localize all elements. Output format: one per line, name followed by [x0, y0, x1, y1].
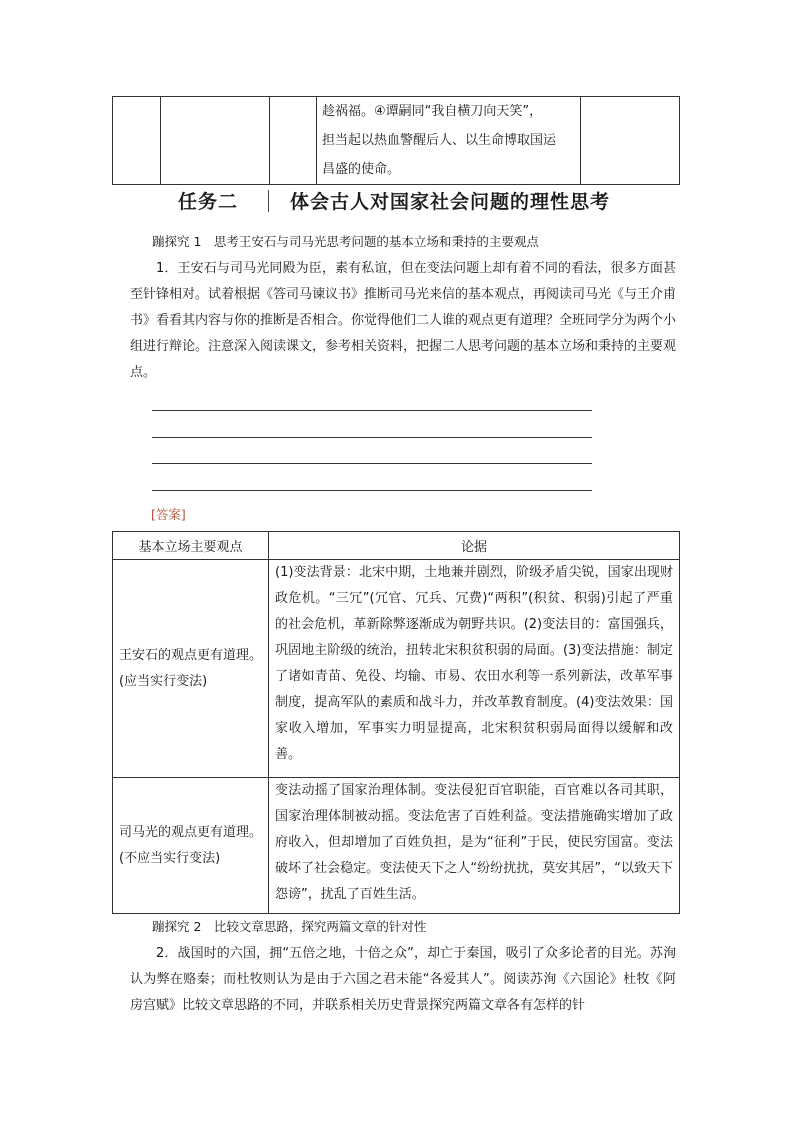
table-header-row	[113, 532, 680, 560]
answer-label: [答案]	[151, 507, 186, 522]
header-evidence: 论据	[269, 532, 680, 560]
continued-cell-text: 趁祸福。④谭嗣同“我自横刀向天笑”， 担当起以热血警醒后人、以生命博取国运 昌盛的使命。	[322, 104, 557, 177]
header-stance: 基本立场主要观点	[113, 532, 269, 560]
task-title: 任务二	[178, 191, 239, 213]
table-row	[113, 778, 680, 914]
task-subtitle: 体会古人对国家社会问题的理性思考	[290, 191, 611, 213]
table-cell-empty	[270, 97, 317, 185]
answer-line	[152, 437, 592, 438]
answer-line	[152, 490, 592, 491]
table-row	[113, 560, 680, 778]
evidence-sima: 变法动摇了国家治理体制。变法侵犯百官职能，百官难以各司其职，国家治理体制被动摇。变法危害了百姓利益。变法措施确实增加了政府收入，但却增加了百姓负担，是为“征利”于民，使民穷国富。变法破坏了社会稳定。变法使天下之人“纷纷扰扰，莫安其居”，“以致天下怨谤”，扰乱了百姓生活。	[269, 778, 680, 914]
explore-2-heading: 蹦探究 2 比较文章思路，探究两篇文章的针对性	[152, 919, 427, 934]
answer-table	[112, 531, 680, 914]
stance-wang: 王安石的观点更有道理。(应当实行变法)	[113, 560, 269, 778]
table-cell-text	[317, 97, 581, 185]
task-divider	[268, 190, 269, 212]
evidence-wang: (1)变法背景：北宋中期，土地兼并剧烈，阶级矛盾尖锐，国家出现财政危机。“三冗”(冗官、冗兵、冗费)“两积”(积贫、积弱)引起了严重的社会危机，革新除弊逐渐成为朝野共识。(2)变法目的：富国强兵，巩固地主阶级的统治，扭转北宋积贫积弱的局面。(3)变法措施：制定了诸如青苗、免役、均输、市易、农田水利等一系列新法，改革军事制度，提高军队的素质和战斗力，并改革教育制度。(4)变法效果：国家收入增加，军事实力明显提高，北宋积贫积弱局面得以缓解和改善。	[269, 560, 680, 778]
table-cell-empty	[113, 97, 161, 185]
table-cell-empty	[161, 97, 270, 185]
continued-table	[112, 96, 680, 185]
explore-2-question: 2．战国时的六国，拥“五倍之地，十倍之众”，却亡于秦国，吸引了众多论者的目光。苏洵认为弊在赂秦；而杜牧则认为是由于六国之君未能“各爱其人”。阅读苏洵《六国论》杜牧《阿房宫赋》比较文章思路的不同，并联系相关历史背景探究两篇文章各有怎样的针	[130, 946, 676, 1013]
stance-sima: 司马光的观点更有道理。(不应当实行变法)	[113, 778, 269, 914]
answer-line	[152, 410, 592, 411]
explore-1-heading: 蹦探究 1 思考王安石与司马光思考问题的基本立场和秉持的主要观点	[152, 234, 539, 249]
table-cell-empty	[581, 97, 680, 185]
explore-1-question: 1．王安石与司马光同殿为臣，素有私谊，但在变法问题上却有着不同的看法，很多方面甚至针锋相对。试着根据《答司马谏议书》推断司马光来信的基本观点，再阅读司马光《与王介甫书》看看其内容与你的推断是否相合。你觉得他们二人谁的观点更有道理？全班同学分为两个小组进行辩论。注意深入阅读课文，参考相关资料，把握二人思考问题的基本立场和秉持的主要观点。	[130, 261, 677, 380]
answer-line	[152, 463, 592, 464]
